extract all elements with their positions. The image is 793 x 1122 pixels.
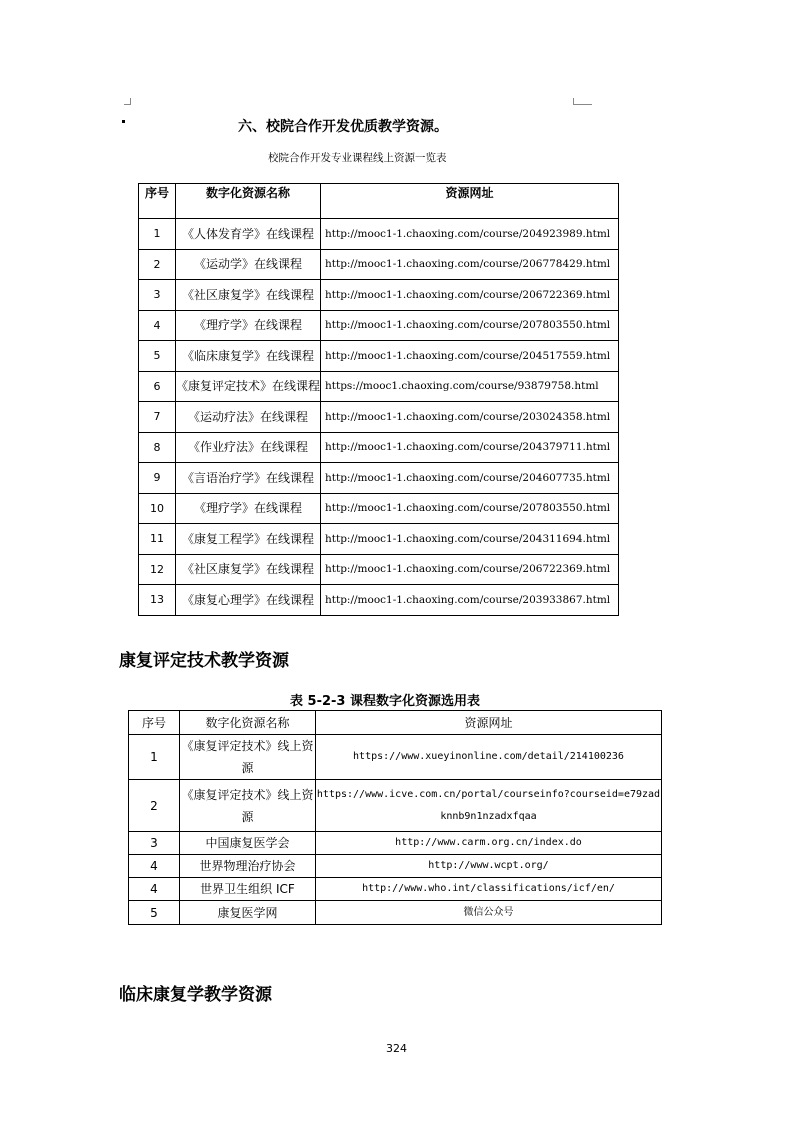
- header-url: 资源网址: [321, 184, 619, 219]
- row-number: 11: [139, 524, 176, 555]
- table-row: [139, 341, 619, 372]
- table1-body: [139, 219, 619, 616]
- row-number: 1: [139, 219, 176, 250]
- row-number: 5: [139, 341, 176, 372]
- table-row: [139, 554, 619, 585]
- resource-name: 《运动学》在线课程: [176, 249, 321, 280]
- table-header-row: [129, 711, 662, 735]
- section-kangfu-heading: 康复评定技术教学资源: [119, 651, 289, 671]
- resource-url[interactable]: 微信公众号: [316, 901, 662, 925]
- resource-name: 世界卫生组织 ICF: [180, 878, 316, 901]
- resource-url[interactable]: https://mooc1.chaoxing.com/course/93879758.html: [321, 371, 619, 402]
- resource-url[interactable]: http://mooc1-1.chaoxing.com/course/203933867.html: [321, 585, 619, 616]
- row-number: 10: [139, 493, 176, 524]
- resource-url[interactable]: http://mooc1-1.chaoxing.com/course/203024358.html: [321, 402, 619, 433]
- table-row: [139, 402, 619, 433]
- table1-caption: 校院合作开发专业课程线上资源一览表: [268, 152, 447, 164]
- header-no: 序号: [139, 184, 176, 219]
- resource-url[interactable]: http://mooc1-1.chaoxing.com/course/206722369.html: [321, 554, 619, 585]
- resource-url[interactable]: http://mooc1-1.chaoxing.com/course/204923989.html: [321, 219, 619, 250]
- header-url: 资源网址: [316, 711, 662, 735]
- resource-url[interactable]: http://mooc1-1.chaoxing.com/course/207803550.html: [321, 493, 619, 524]
- table-row: [129, 780, 662, 832]
- corner-mark-right: [573, 98, 592, 105]
- table-row: [129, 855, 662, 878]
- resource-name: 《康复心理学》在线课程: [176, 585, 321, 616]
- table-header-row: [139, 184, 619, 219]
- section-linchuang-heading: 临床康复学教学资源: [119, 985, 272, 1005]
- row-number: 7: [139, 402, 176, 433]
- resource-url[interactable]: http://www.who.int/classifications/icf/en/: [316, 878, 662, 901]
- resource-name: 《作业疗法》在线课程: [176, 432, 321, 463]
- resource-url[interactable]: http://mooc1-1.chaoxing.com/course/206778429.html: [321, 249, 619, 280]
- table-row: [129, 878, 662, 901]
- table-row: [139, 493, 619, 524]
- resource-name: 《临床康复学》在线课程: [176, 341, 321, 372]
- row-number: 5: [129, 901, 180, 925]
- resource-url[interactable]: http://www.carm.org.cn/index.do: [316, 832, 662, 855]
- resource-name: 《康复评定技术》线上资源: [180, 780, 316, 832]
- row-number: 3: [129, 832, 180, 855]
- section6-title: 六、校院合作开发优质教学资源。: [238, 119, 448, 135]
- resource-url[interactable]: https://www.icve.com.cn/portal/courseinfo?courseid=e79zadknnb9n1nzadxfqaa: [316, 780, 662, 832]
- resource-name: 《康复工程学》在线课程: [176, 524, 321, 555]
- table-row: [139, 463, 619, 494]
- row-number: 6: [139, 371, 176, 402]
- table-row: [139, 249, 619, 280]
- resource-name: 《康复评定技术》在线课程: [176, 371, 321, 402]
- resource-name: 康复医学网: [180, 901, 316, 925]
- row-number: 2: [129, 780, 180, 832]
- resource-name: 《理疗学》在线课程: [176, 310, 321, 341]
- table-row: [139, 585, 619, 616]
- table-row: [139, 310, 619, 341]
- resource-name: 《运动疗法》在线课程: [176, 402, 321, 433]
- table2-body: [129, 735, 662, 925]
- header-name: 数字化资源名称: [180, 711, 316, 735]
- resource-url[interactable]: http://www.wcpt.org/: [316, 855, 662, 878]
- digital-resource-table: [128, 710, 662, 925]
- table-row: [129, 901, 662, 925]
- row-number: 9: [139, 463, 176, 494]
- row-number: 1: [129, 735, 180, 780]
- resource-url[interactable]: http://mooc1-1.chaoxing.com/course/204607735.html: [321, 463, 619, 494]
- page-number: 324: [386, 1042, 407, 1055]
- table-row: [139, 280, 619, 311]
- row-number: 2: [139, 249, 176, 280]
- row-number: 13: [139, 585, 176, 616]
- resource-url[interactable]: http://mooc1-1.chaoxing.com/course/204517559.html: [321, 341, 619, 372]
- resource-url[interactable]: http://mooc1-1.chaoxing.com/course/204379711.html: [321, 432, 619, 463]
- resource-url[interactable]: http://mooc1-1.chaoxing.com/course/207803550.html: [321, 310, 619, 341]
- row-number: 4: [129, 855, 180, 878]
- table2-caption: 表 5-2-3 课程数字化资源选用表: [290, 694, 480, 709]
- resource-name: 《人体发育学》在线课程: [176, 219, 321, 250]
- row-number: 8: [139, 432, 176, 463]
- table-row: [139, 371, 619, 402]
- table-row: [139, 432, 619, 463]
- bullet-marker: [122, 120, 125, 123]
- table-row: [139, 219, 619, 250]
- header-name: 数字化资源名称: [176, 184, 321, 219]
- resource-name: 《康复评定技术》线上资源: [180, 735, 316, 780]
- table-row: [139, 524, 619, 555]
- resource-name: 《社区康复学》在线课程: [176, 280, 321, 311]
- resource-name: 《社区康复学》在线课程: [176, 554, 321, 585]
- table-row: [129, 832, 662, 855]
- corner-mark-left: [124, 98, 131, 105]
- table-row: [129, 735, 662, 780]
- resource-name: 世界物理治疗协会: [180, 855, 316, 878]
- resource-url[interactable]: http://mooc1-1.chaoxing.com/course/206722369.html: [321, 280, 619, 311]
- course-resource-table: [138, 183, 619, 616]
- row-number: 4: [139, 310, 176, 341]
- row-number: 3: [139, 280, 176, 311]
- resource-url[interactable]: http://mooc1-1.chaoxing.com/course/204311694.html: [321, 524, 619, 555]
- row-number: 12: [139, 554, 176, 585]
- row-number: 4: [129, 878, 180, 901]
- resource-url[interactable]: https://www.xueyinonline.com/detail/214100236: [316, 735, 662, 780]
- resource-name: 《言语治疗学》在线课程: [176, 463, 321, 494]
- resource-name: 《理疗学》在线课程: [176, 493, 321, 524]
- resource-name: 中国康复医学会: [180, 832, 316, 855]
- header-no: 序号: [129, 711, 180, 735]
